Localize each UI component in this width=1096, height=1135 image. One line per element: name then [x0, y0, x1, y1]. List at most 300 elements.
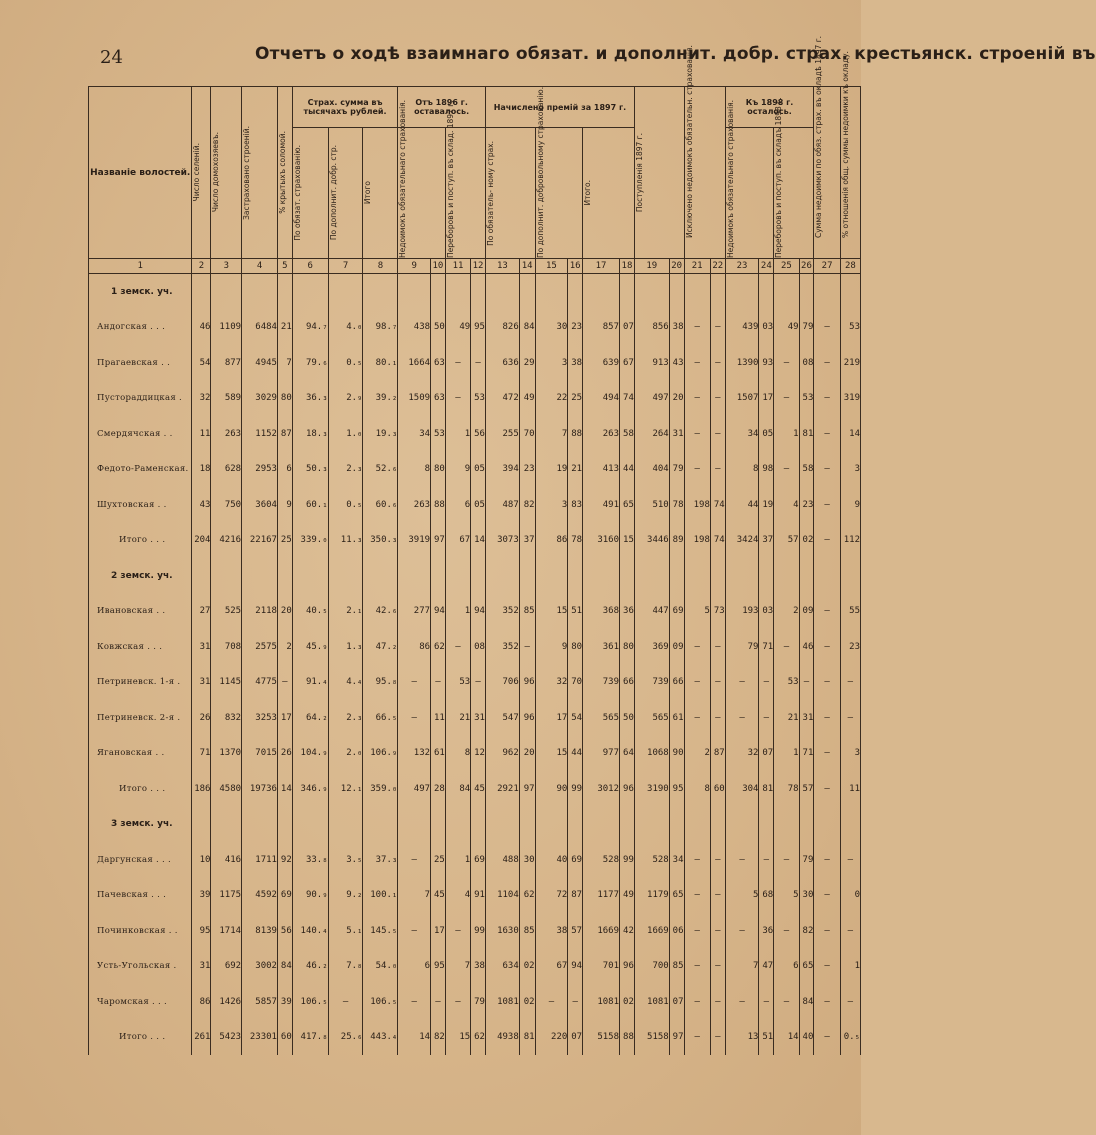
- cell-c22: —: [710, 629, 725, 665]
- cell-c9: —: [398, 984, 431, 1020]
- cell-c14: 81: [519, 1020, 535, 1056]
- cell-c15: 40: [535, 842, 568, 878]
- header-insured-sum: Страх. сумма въ тысячахъ рублей.: [292, 87, 398, 128]
- page-title: Отчетъ о ходѣ взаимнаго обязат. и дополнит. добр. страх. крестьянск. строеній въ: [255, 44, 1096, 64]
- cell-c27: —: [814, 949, 840, 985]
- cell-c8: 60.₆: [363, 487, 398, 523]
- cell-c20: 78: [669, 487, 684, 523]
- cell-c4: 3604: [242, 487, 278, 523]
- cell-c7: 1.₃: [328, 629, 363, 665]
- cell-c18: 74: [620, 381, 635, 417]
- empty-cell: [471, 807, 486, 843]
- cell-c7: 12.₁: [328, 771, 363, 807]
- cell-c12: 12: [471, 736, 486, 772]
- district-name: Прагаевская . .: [89, 345, 192, 381]
- cell-c14: 29: [519, 345, 535, 381]
- cell-c16: 25: [568, 381, 583, 417]
- page-number: 24: [100, 47, 123, 68]
- cell-c22: —: [710, 452, 725, 488]
- empty-cell: [211, 558, 242, 594]
- cell-c10: 95: [431, 949, 446, 985]
- cell-c2: 54: [192, 345, 211, 381]
- table-row: [89, 842, 861, 878]
- cell-c23: 7: [725, 949, 759, 985]
- empty-cell: [725, 274, 759, 310]
- cell-c2: 31: [192, 949, 211, 985]
- cell-c27: —: [814, 487, 840, 523]
- table-row: [89, 381, 861, 417]
- empty-cell: [519, 558, 535, 594]
- cell-c19: 1669: [634, 913, 669, 949]
- cell-c8: 145.₅: [363, 913, 398, 949]
- cell-c17: 977: [583, 736, 620, 772]
- cell-c6: 417.₈: [292, 1020, 328, 1056]
- cell-c17: 1669: [583, 913, 620, 949]
- table-row: [89, 878, 861, 914]
- cell-c25: 14: [774, 1020, 799, 1056]
- cell-c19: 510: [634, 487, 669, 523]
- cell-c2: 27: [192, 594, 211, 630]
- cell-c18: 88: [620, 1020, 635, 1056]
- cell-c4: 2953: [242, 452, 278, 488]
- cell-c10: 50: [431, 310, 446, 346]
- cell-c15: 3: [535, 487, 568, 523]
- cell-c27: —: [814, 913, 840, 949]
- cell-c5: 6: [277, 452, 292, 488]
- cell-c28: —: [840, 984, 860, 1020]
- cell-c24: —: [759, 984, 774, 1020]
- empty-cell: [398, 558, 431, 594]
- cell-c19: 497: [634, 381, 669, 417]
- cell-c12: 99: [471, 913, 486, 949]
- column-number: 8: [363, 259, 398, 274]
- cell-c22: —: [710, 310, 725, 346]
- header-arrears-pct: % отношенія общ. суммы недоимки къ окладу.: [840, 50, 850, 238]
- header-premium-voluntary: По дополнит. добровольному страхованію.: [535, 86, 545, 258]
- cell-c9: —: [398, 842, 431, 878]
- column-number: 20: [669, 259, 684, 274]
- cell-c15: 30: [535, 310, 568, 346]
- cell-c7: 2.₁: [328, 594, 363, 630]
- cell-c25: —: [774, 842, 799, 878]
- cell-c23: 5: [725, 878, 759, 914]
- cell-c6: 346.₉: [292, 771, 328, 807]
- column-number: 28: [840, 259, 860, 274]
- column-number: 2: [192, 259, 211, 274]
- cell-c12: 94: [471, 594, 486, 630]
- cell-c6: 50.₃: [292, 452, 328, 488]
- cell-c20: 97: [669, 1020, 684, 1056]
- cell-c26: 53: [799, 381, 814, 417]
- cell-c27: —: [814, 594, 840, 630]
- empty-cell: [398, 274, 431, 310]
- cell-c7: 5.₁: [328, 913, 363, 949]
- empty-cell: [568, 807, 583, 843]
- empty-cell: [684, 807, 710, 843]
- column-number: 7: [328, 259, 363, 274]
- cell-c3: 4216: [211, 523, 242, 559]
- cell-c2: 39: [192, 878, 211, 914]
- cell-c4: 2118: [242, 594, 278, 630]
- empty-cell: [328, 807, 363, 843]
- column-number: 1: [89, 259, 192, 274]
- cell-c9: 263: [398, 487, 431, 523]
- table-row: [89, 736, 861, 772]
- cell-c25: 21: [774, 700, 799, 736]
- cell-c10: 25: [431, 842, 446, 878]
- header-name: Названіе волостей.: [89, 87, 192, 259]
- empty-cell: [710, 558, 725, 594]
- cell-c24: 47: [759, 949, 774, 985]
- cell-c15: 32: [535, 665, 568, 701]
- cell-c22: —: [710, 878, 725, 914]
- cell-c7: 0.₅: [328, 487, 363, 523]
- cell-c12: 95: [471, 310, 486, 346]
- empty-cell: [568, 558, 583, 594]
- cell-c12: 53: [471, 381, 486, 417]
- cell-c15: 72: [535, 878, 568, 914]
- header-mandatory: По обязат. страхованію.: [292, 145, 302, 241]
- header-overpay-1898: Переборовъ и поступ. въ складъ 1898 г.: [774, 97, 784, 258]
- header-premium-mandatory: По обязатель- ному страх.: [485, 140, 495, 246]
- header-arrears-1896: Недоимокъ обязательнаго страхованія.: [398, 99, 408, 258]
- empty-cell: [774, 807, 799, 843]
- cell-c13: 1081: [485, 984, 519, 1020]
- cell-c6: 104.₉: [292, 736, 328, 772]
- total-row: [89, 523, 861, 559]
- cell-c21: —: [684, 842, 710, 878]
- cell-c22: —: [710, 1020, 725, 1056]
- cell-c4: 3029: [242, 381, 278, 417]
- cell-c24: 07: [759, 736, 774, 772]
- cell-c12: —: [471, 345, 486, 381]
- district-name: Петриневск. 1-я .: [89, 665, 192, 701]
- cell-c13: 636: [485, 345, 519, 381]
- cell-c26: 79: [799, 842, 814, 878]
- empty-cell: [363, 274, 398, 310]
- empty-cell: [431, 807, 446, 843]
- cell-c7: 2.₃: [328, 700, 363, 736]
- cell-c14: 96: [519, 665, 535, 701]
- cell-c25: —: [774, 452, 799, 488]
- cell-c12: 05: [471, 452, 486, 488]
- cell-c13: 706: [485, 665, 519, 701]
- cell-c23: 44: [725, 487, 759, 523]
- cell-c2: 261: [192, 1020, 211, 1056]
- empty-cell: [620, 274, 635, 310]
- empty-cell: [292, 807, 328, 843]
- cell-c11: 4: [445, 878, 470, 914]
- cell-c14: 37: [519, 523, 535, 559]
- cell-c12: 56: [471, 416, 486, 452]
- cell-c26: —: [799, 665, 814, 701]
- cell-c23: 193: [725, 594, 759, 630]
- cell-c18: 67: [620, 345, 635, 381]
- cell-c25: 2: [774, 594, 799, 630]
- cell-c18: 15: [620, 523, 635, 559]
- header-overpay-1896: Переборовъ и поступ. въ склад. 1897 г.: [445, 100, 455, 258]
- section-row: [89, 807, 861, 843]
- cell-c11: —: [445, 629, 470, 665]
- cell-c23: 439: [725, 310, 759, 346]
- cell-c14: 82: [519, 487, 535, 523]
- cell-c2: 26: [192, 700, 211, 736]
- cell-c6: 106.₅: [292, 984, 328, 1020]
- cell-c24: 03: [759, 594, 774, 630]
- column-number-row: [89, 259, 861, 274]
- cell-c22: —: [710, 984, 725, 1020]
- district-name: Пустораддицкая .: [89, 381, 192, 417]
- cell-c8: 19.₃: [363, 416, 398, 452]
- district-name: Петриневск. 2-я .: [89, 700, 192, 736]
- cell-c15: 86: [535, 523, 568, 559]
- header-households: Число домохозяевъ.: [211, 132, 221, 213]
- cell-c27: —: [814, 345, 840, 381]
- cell-c25: 57: [774, 523, 799, 559]
- empty-cell: [242, 807, 278, 843]
- cell-c8: 359.₀: [363, 771, 398, 807]
- cell-c23: —: [725, 665, 759, 701]
- district-name: Усть-Угольская .: [89, 949, 192, 985]
- cell-c23: 304: [725, 771, 759, 807]
- cell-c25: 53: [774, 665, 799, 701]
- cell-c27: —: [814, 984, 840, 1020]
- empty-cell: [710, 807, 725, 843]
- column-number: 26: [799, 259, 814, 274]
- district-name: Андогская . . .: [89, 310, 192, 346]
- cell-c22: —: [710, 700, 725, 736]
- cell-c16: 94: [568, 949, 583, 985]
- cell-c21: 198: [684, 523, 710, 559]
- cell-c8: 39.₂: [363, 381, 398, 417]
- cell-c2: 95: [192, 913, 211, 949]
- cell-c28: 112: [840, 523, 860, 559]
- cell-c13: 472: [485, 381, 519, 417]
- cell-c26: 82: [799, 913, 814, 949]
- cell-c16: 23: [568, 310, 583, 346]
- cell-c9: 497: [398, 771, 431, 807]
- cell-c5: 56: [277, 913, 292, 949]
- cell-c19: 447: [634, 594, 669, 630]
- cell-c19: 5158: [634, 1020, 669, 1056]
- cell-c23: —: [725, 913, 759, 949]
- cell-c16: 38: [568, 345, 583, 381]
- cell-c23: —: [725, 700, 759, 736]
- cell-c12: 62: [471, 1020, 486, 1056]
- cell-c8: 95.₈: [363, 665, 398, 701]
- district-name: Смердячская . .: [89, 416, 192, 452]
- cell-c7: 0.₅: [328, 345, 363, 381]
- cell-c5: 25: [277, 523, 292, 559]
- cell-c27: —: [814, 878, 840, 914]
- cell-c11: —: [445, 984, 470, 1020]
- cell-c24: —: [759, 842, 774, 878]
- cell-c5: 9: [277, 487, 292, 523]
- cell-c6: 40.₅: [292, 594, 328, 630]
- cell-c26: 81: [799, 416, 814, 452]
- cell-c24: 36: [759, 913, 774, 949]
- cell-c9: 14: [398, 1020, 431, 1056]
- cell-c26: 08: [799, 345, 814, 381]
- cell-c13: 634: [485, 949, 519, 985]
- cell-c8: 80.₁: [363, 345, 398, 381]
- cell-c27: —: [814, 310, 840, 346]
- cell-c5: 14: [277, 771, 292, 807]
- cell-c10: 45: [431, 878, 446, 914]
- cell-c20: 95: [669, 771, 684, 807]
- cell-c14: 02: [519, 984, 535, 1020]
- cell-c5: 84: [277, 949, 292, 985]
- empty-cell: [583, 807, 620, 843]
- empty-cell: [684, 558, 710, 594]
- empty-cell: [759, 807, 774, 843]
- cell-c9: 86: [398, 629, 431, 665]
- cell-c19: 3446: [634, 523, 669, 559]
- cell-c22: —: [710, 416, 725, 452]
- cell-c21: —: [684, 310, 710, 346]
- cell-c8: 42.₆: [363, 594, 398, 630]
- cell-c11: 15: [445, 1020, 470, 1056]
- cell-c2: 204: [192, 523, 211, 559]
- cell-c27: —: [814, 523, 840, 559]
- header-premiums-1897: Начислено премій за 1897 г.: [485, 87, 634, 128]
- cell-c13: 3073: [485, 523, 519, 559]
- empty-cell: [192, 558, 211, 594]
- column-number: 22: [710, 259, 725, 274]
- column-number: 10: [431, 259, 446, 274]
- cell-c26: 30: [799, 878, 814, 914]
- cell-c17: 739: [583, 665, 620, 701]
- empty-cell: [485, 558, 519, 594]
- cell-c3: 692: [211, 949, 242, 985]
- cell-c21: —: [684, 665, 710, 701]
- cell-c6: 46.₂: [292, 949, 328, 985]
- cell-c8: 350.₃: [363, 523, 398, 559]
- cell-c24: 37: [759, 523, 774, 559]
- cell-c24: 98: [759, 452, 774, 488]
- cell-c24: —: [759, 665, 774, 701]
- cell-c17: 5158: [583, 1020, 620, 1056]
- empty-cell: [814, 558, 840, 594]
- empty-cell: [471, 558, 486, 594]
- cell-c3: 877: [211, 345, 242, 381]
- cell-c9: 6: [398, 949, 431, 985]
- column-number: 6: [292, 259, 328, 274]
- cell-c17: 1081: [583, 984, 620, 1020]
- cell-c23: 79: [725, 629, 759, 665]
- empty-cell: [242, 274, 278, 310]
- cell-c28: 1: [840, 949, 860, 985]
- cell-c21: —: [684, 381, 710, 417]
- cell-c13: 1104: [485, 878, 519, 914]
- cell-c21: —: [684, 913, 710, 949]
- district-name: Ивановская . .: [89, 594, 192, 630]
- column-number: 21: [684, 259, 710, 274]
- cell-c9: 132: [398, 736, 431, 772]
- cell-c28: 9: [840, 487, 860, 523]
- cell-c21: —: [684, 949, 710, 985]
- empty-cell: [292, 558, 328, 594]
- cell-c8: 66.₅: [363, 700, 398, 736]
- table-row: [89, 913, 861, 949]
- cell-c25: 1: [774, 416, 799, 452]
- cell-c10: 63: [431, 345, 446, 381]
- cell-c2: 31: [192, 665, 211, 701]
- cell-c11: 9: [445, 452, 470, 488]
- cell-c10: —: [431, 665, 446, 701]
- cell-c2: 46: [192, 310, 211, 346]
- cell-c5: 80: [277, 381, 292, 417]
- cell-c3: 1714: [211, 913, 242, 949]
- cell-c9: —: [398, 700, 431, 736]
- cell-c16: 99: [568, 771, 583, 807]
- cell-c3: 4580: [211, 771, 242, 807]
- cell-c14: 20: [519, 736, 535, 772]
- district-name: Итого . . .: [89, 1020, 192, 1056]
- cell-c28: —: [840, 842, 860, 878]
- cell-c27: —: [814, 1020, 840, 1056]
- cell-c20: 66: [669, 665, 684, 701]
- empty-cell: [192, 274, 211, 310]
- cell-c24: 19: [759, 487, 774, 523]
- cell-c22: —: [710, 842, 725, 878]
- empty-cell: [634, 807, 669, 843]
- empty-cell: [328, 274, 363, 310]
- cell-c19: 528: [634, 842, 669, 878]
- cell-c19: 3190: [634, 771, 669, 807]
- table-row: [89, 594, 861, 630]
- cell-c28: 23: [840, 629, 860, 665]
- column-number: 12: [471, 259, 486, 274]
- cell-c27: —: [814, 736, 840, 772]
- cell-c21: —: [684, 984, 710, 1020]
- cell-c3: 263: [211, 416, 242, 452]
- column-number: 23: [725, 259, 759, 274]
- cell-c4: 6484: [242, 310, 278, 346]
- cell-c23: 8: [725, 452, 759, 488]
- cell-c20: 69: [669, 594, 684, 630]
- cell-c19: 404: [634, 452, 669, 488]
- cell-c5: 60: [277, 1020, 292, 1056]
- empty-cell: [840, 274, 860, 310]
- district-name: Федото-Раменская.: [89, 452, 192, 488]
- cell-c20: 09: [669, 629, 684, 665]
- cell-c22: —: [710, 913, 725, 949]
- cell-c9: 3919: [398, 523, 431, 559]
- cell-c3: 1175: [211, 878, 242, 914]
- cell-c17: 857: [583, 310, 620, 346]
- cell-c28: —: [840, 913, 860, 949]
- empty-cell: [684, 274, 710, 310]
- cell-c8: 106.₅: [363, 984, 398, 1020]
- cell-c12: 14: [471, 523, 486, 559]
- cell-c6: 36.₃: [292, 381, 328, 417]
- cell-c2: 31: [192, 629, 211, 665]
- cell-c11: 21: [445, 700, 470, 736]
- header-from-1896: Отъ 1896 г. оставалось.: [398, 87, 486, 128]
- cell-c21: —: [684, 878, 710, 914]
- empty-cell: [669, 274, 684, 310]
- cell-c3: 628: [211, 452, 242, 488]
- cell-c13: 394: [485, 452, 519, 488]
- cell-c10: 11: [431, 700, 446, 736]
- cell-c21: 5: [684, 594, 710, 630]
- column-number: 9: [398, 259, 431, 274]
- cell-c16: —: [568, 984, 583, 1020]
- cell-c22: —: [710, 665, 725, 701]
- cell-c9: 1664: [398, 345, 431, 381]
- empty-cell: [363, 558, 398, 594]
